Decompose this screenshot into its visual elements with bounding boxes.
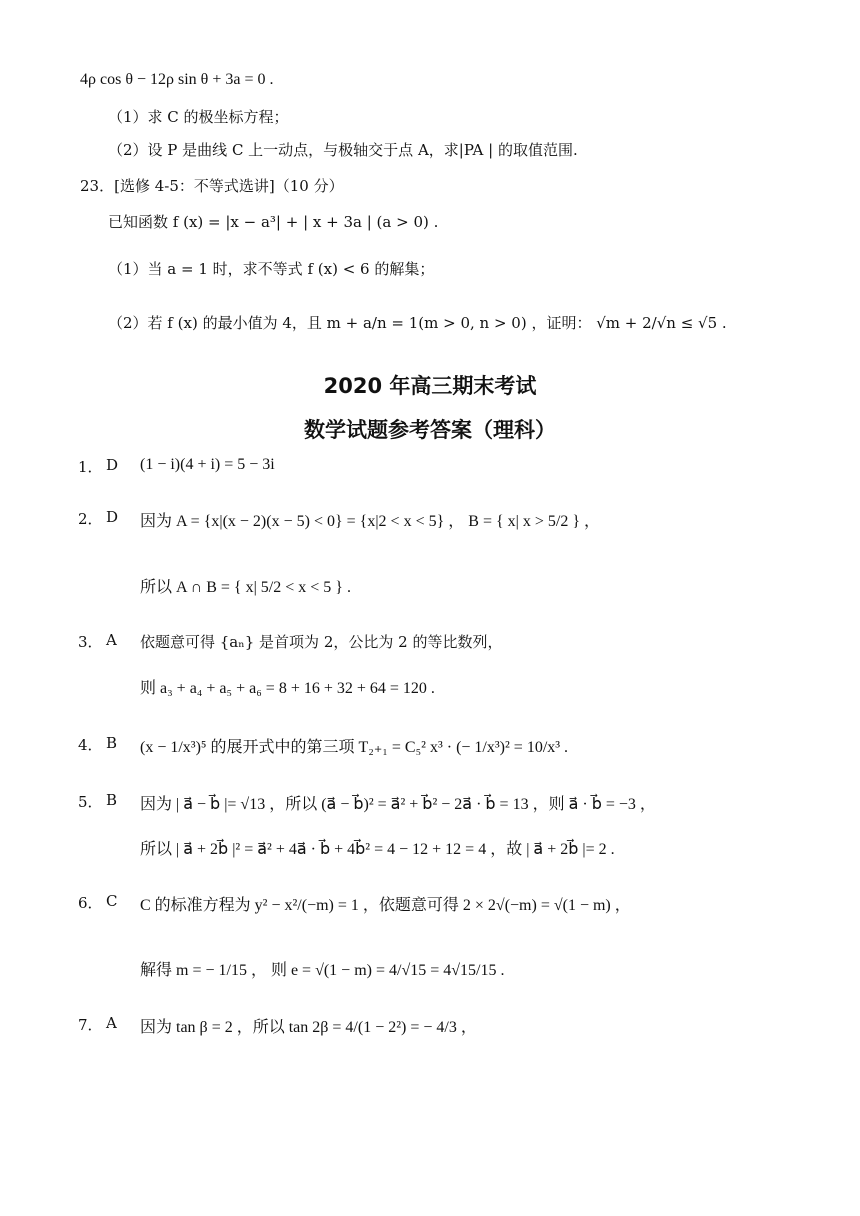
answer-line: 因为 | a⃗ − b⃗ |= √13 ，所以 (a⃗ − b⃗)² = a⃗² + b⃗² − 2a⃗ · b⃗ = 13 ，则 a⃗ · b⃗ = −3 ， — [140, 796, 656, 813]
answer-number: 1． — [78, 458, 103, 476]
answer-number: 2． — [78, 510, 103, 528]
answer-number: 7． — [78, 1016, 103, 1034]
q22-part2: （2）设 P 是曲线 C 上一动点，与极轴交于点 A，求|PA | 的取值范围. — [108, 141, 578, 159]
q22-part1: （1）求 C 的极坐标方程； — [108, 108, 289, 126]
answer-line: C 的标准方程为 y² − x²/(−m) = 1 ，依题意可得 2 × 2√(−m) = √(1 − m) ， — [140, 897, 631, 914]
q23-part2: （2）若 f (x) 的最小值为 4，且 m + a/n = 1(m > 0, n > 0) ，证明： √m + 2/√n ≤ √5 . — [108, 314, 727, 332]
answer-line: (x − 1/x³)⁵ 的展开式中的第三项 T₂₊₁ = C₅² x³ · (− 1/x³)² = 10/x³ . — [140, 739, 569, 756]
answer-letter: D — [106, 456, 119, 474]
answer-letter: C — [106, 892, 118, 910]
answer-line: 所以 | a⃗ + 2b⃗ |² = a⃗² + 4a⃗ · b⃗ + 4b⃗² = 4 − 12 + 12 = 4 ，故 | a⃗ + 2b⃗ |= 2 . — [140, 841, 615, 858]
answer-line: 所以 A ∩ B = { x| 5/2 < x < 5 } . — [140, 579, 351, 596]
answer-line: (1 − i)(4 + i) = 5 − 3i — [140, 456, 275, 473]
answer-number: 5． — [78, 793, 103, 811]
answer-letter: D — [106, 508, 119, 526]
polar-equation: 4ρ cos θ − 12ρ sin θ + 3a = 0 . — [80, 71, 274, 88]
answer-line: 则 a₃ + a₄ + a₅ + a₆ = 8 + 16 + 32 + 64 = 120 . — [140, 680, 435, 697]
answer-number: 3． — [78, 633, 103, 651]
answer-letter: B — [106, 734, 118, 752]
answer-letter: B — [106, 791, 118, 809]
answer-line: 依题意可得 {aₙ} 是首项为 2，公比为 2 的等比数列， — [140, 633, 503, 651]
answer-letter: A — [106, 631, 117, 649]
page-subtitle: 数学试题参考答案（理科） — [304, 418, 556, 442]
answer-letter: A — [106, 1014, 117, 1032]
q23-given: 已知函数 f (x) = |x − a³| + | x + 3a | (a > 0) . — [108, 213, 439, 231]
answer-line: 解得 m = − 1/15 ， 则 e = √(1 − m) = 4/√15 = 4√15/15 . — [140, 962, 505, 979]
page-title: 2020 年高三期末考试 — [323, 374, 537, 398]
answer-number: 6． — [78, 894, 103, 912]
answer-line: 因为 tan β = 2 ，所以 tan 2β = 4/(1 − 2²) = − 4/3 ， — [140, 1019, 477, 1036]
answer-number: 4． — [78, 736, 103, 754]
answer-line: 因为 A = {x|(x − 2)(x − 5) < 0} = {x|2 < x < 5} ， B = { x| x > 5/2 } ， — [140, 513, 601, 530]
q23-part1: （1）当 a = 1 时，求不等式 f (x) < 6 的解集； — [108, 260, 435, 278]
q23-header: 23．[选修 4-5：不等式选讲]（10 分） — [80, 177, 344, 195]
